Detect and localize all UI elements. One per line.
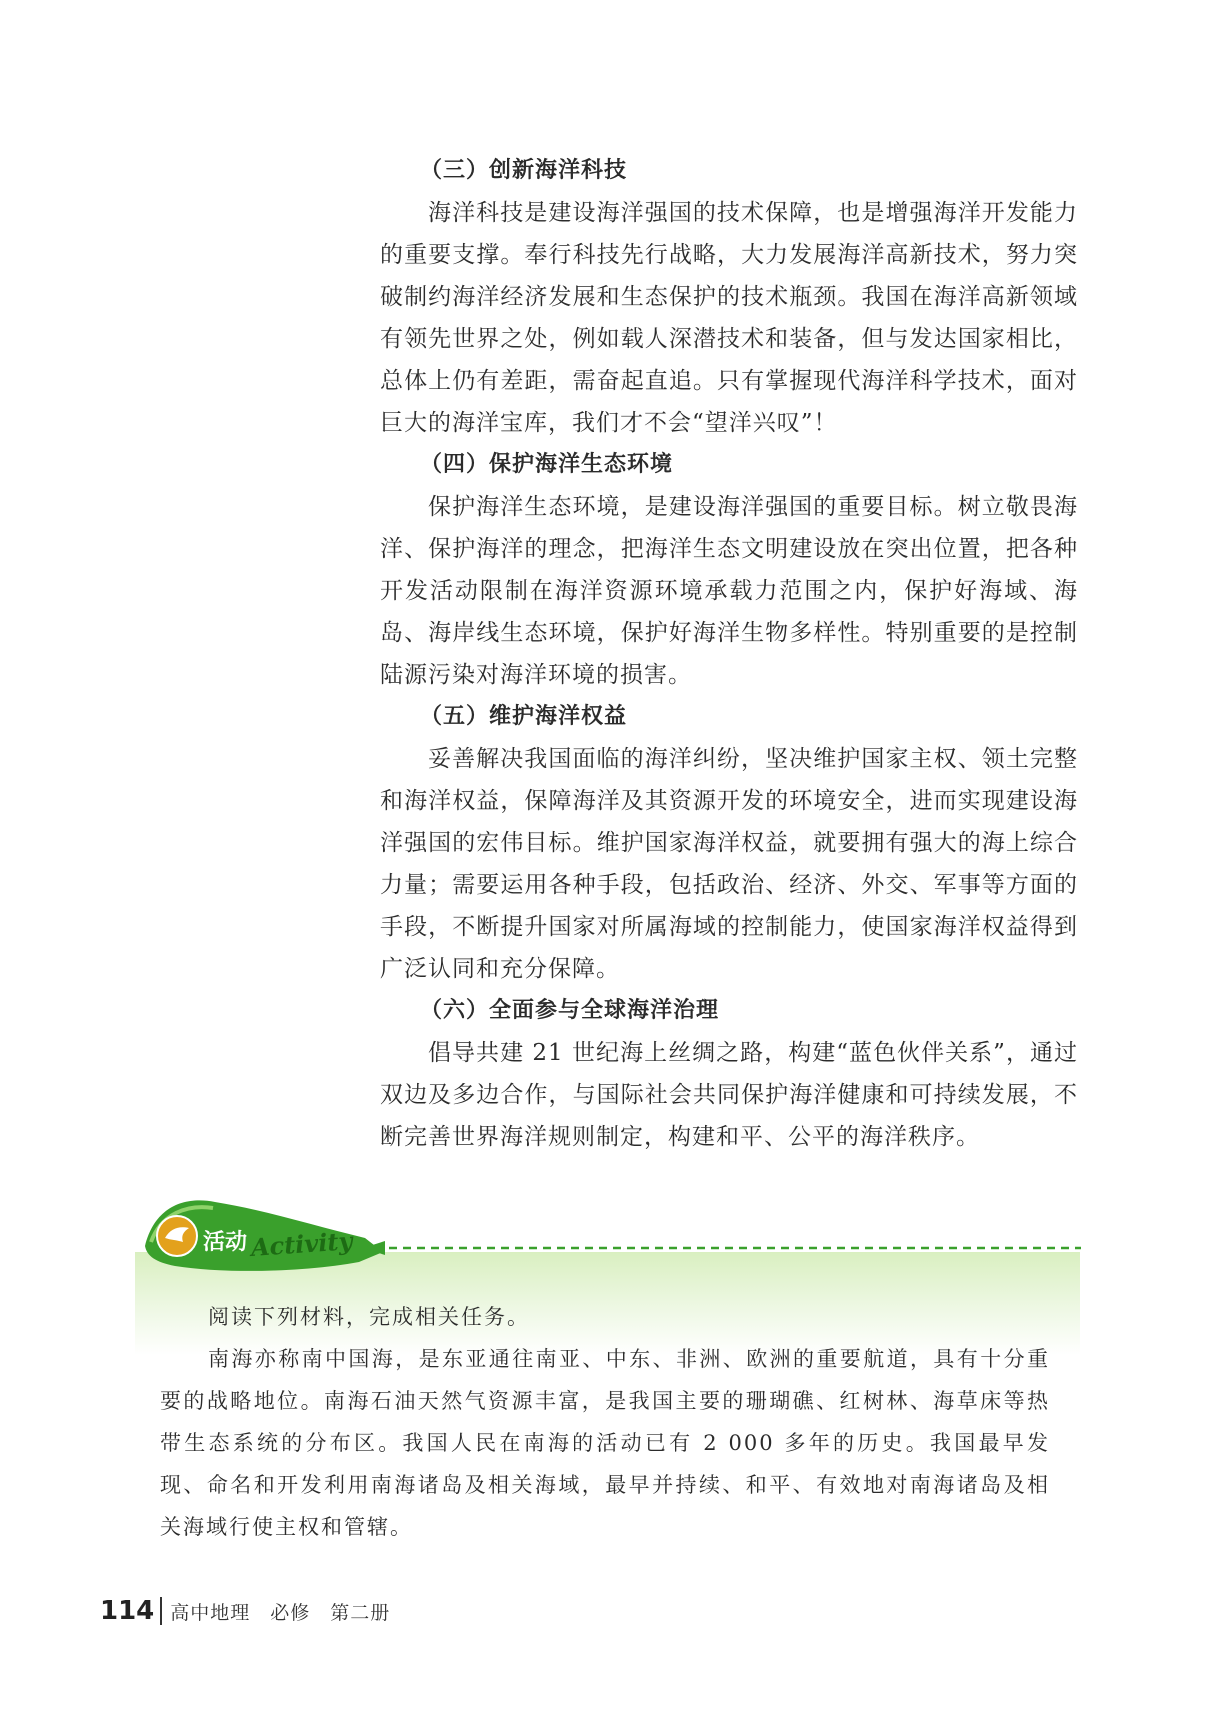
section-heading-4: （四）保护海洋生态环境 — [420, 452, 674, 477]
section-heading-6: （六）全面参与全球海洋治理 — [420, 998, 720, 1023]
footer-divider — [160, 1597, 162, 1625]
activity-header — [145, 1196, 1085, 1276]
activity-body — [160, 1296, 1050, 1548]
section-paragraph-3: 海洋科技是建设海洋强国的技术保障，也是增强海洋开发能力的重要支撑。奉行科技先行战略，大力发展海洋高新技术，努力突破制约海洋经济发展和生态保护的技术瓶颈。我国在海洋高新领域有领先世界之处，例如载人深潜技术和装备，但与发达国家相比，总体上仍有差距，需奋起直追。只有掌握现代海洋科学技术，面对巨大的海洋宝库，我们才不会“望洋兴叹”！ — [380, 200, 1078, 436]
book-title: 高中地理 必修 第二册 — [170, 1601, 391, 1624]
activity-label-en: Activity — [249, 1226, 354, 1263]
activity-instruction: 阅读下列材料，完成相关任务。 — [208, 1305, 530, 1329]
section-heading-3: （三）创新海洋科技 — [420, 158, 628, 183]
section-heading-5: （五）维护海洋权益 — [420, 704, 628, 729]
page-number: 114 — [100, 1596, 155, 1626]
section-paragraph-6: 倡导共建 21 世纪海上丝绸之路，构建“蓝色伙伴关系”，通过双边及多边合作，与国际社会共同保护海洋健康和可持续发展，不断完善世界海洋规则制定，构建和平、公平的海洋秩序。 — [380, 1040, 1078, 1150]
section-paragraph-4: 保护海洋生态环境，是建设海洋强国的重要目标。树立敬畏海洋、保护海洋的理念，把海洋生态文明建设放在突出位置，把各种开发活动限制在海洋资源环境承载力范围之内，保护好海域、海岛、海岸线生态环境，保护好海洋生物多样性。特别重要的是控制陆源污染对海洋环境的损害。 — [380, 494, 1078, 688]
activity-material: 南海亦称南中国海，是东亚通往南亚、中东、非洲、欧洲的重要航道，具有十分重要的战略地位。南海石油天然气资源丰富，是我国主要的珊瑚礁、红树林、海草床等热带生态系统的分布区。我国人民在南海的活动已有 2 000 多年的历史。我国最早发现、命名和开发利用南海诸岛及相关海域，最早并持续、和平、有效地对南海诸岛及相关海域行使主权和管辖。 — [160, 1347, 1050, 1539]
section-paragraph-5: 妥善解决我国面临的海洋纠纷，坚决维护国家主权、领土完整和海洋权益，保障海洋及其资源开发的环境安全，进而实现建设海洋强国的宏伟目标。维护国家海洋权益，就要拥有强大的海上综合力量；需要运用各种手段，包括政治、经济、外交、军事等方面的手段，不断提升国家对所属海域的控制能力，使国家海洋权益得到广泛认同和充分保障。 — [380, 746, 1078, 982]
main-text-column — [380, 150, 1078, 1158]
activity-label-cn: 活动 — [203, 1230, 248, 1255]
page-footer — [100, 1593, 390, 1629]
